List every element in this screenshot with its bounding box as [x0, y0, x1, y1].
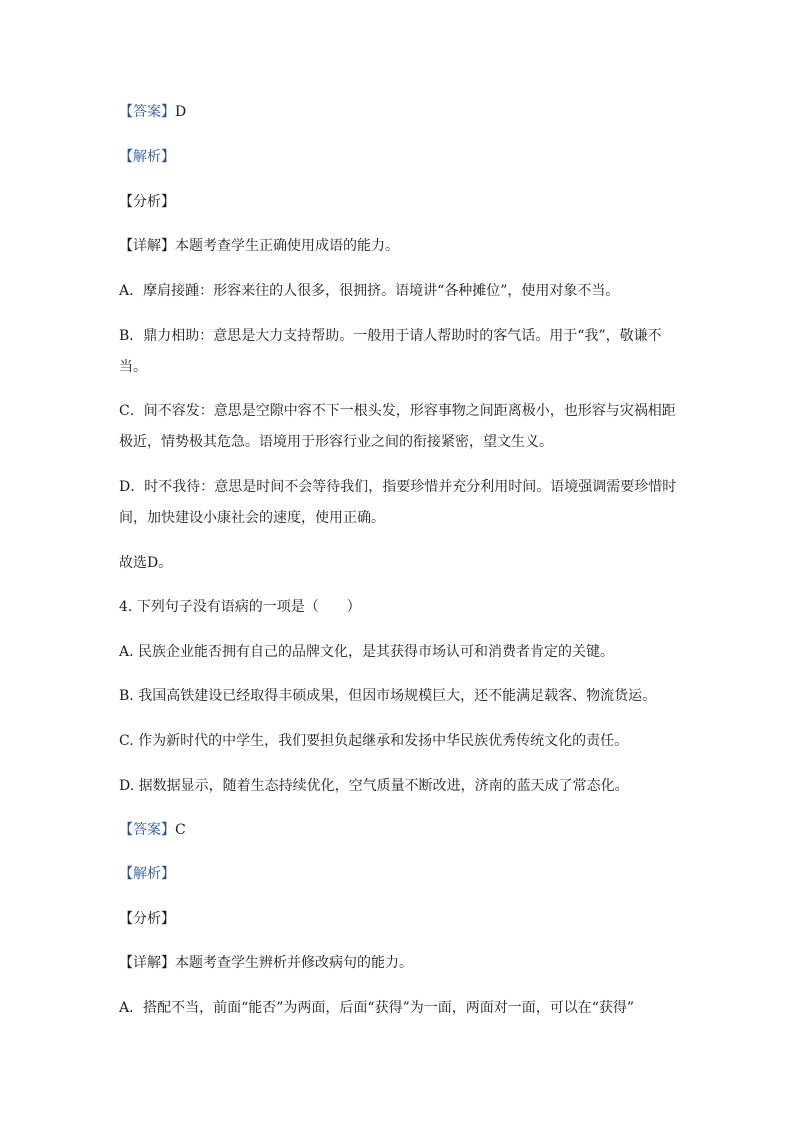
- detail-tag: 【详解】: [119, 238, 175, 254]
- detail-text: 本题考查学生正确使用成语的能力。: [175, 238, 399, 254]
- answer-tag: 【答案】: [119, 822, 175, 838]
- analysis-tag: 【解析】: [119, 149, 175, 165]
- answer-value: C: [175, 822, 186, 838]
- q3-option-d-line2: 间，加快建设小康社会的速度，使用正确。: [119, 510, 385, 526]
- q4-option-c: C. 作为新时代的中学生，我们要担负起继承和发扬中华民族优秀传统文化的责任。: [119, 733, 629, 749]
- answer-tag: 【答案】: [119, 104, 175, 120]
- q4-answer-line: [119, 820, 679, 840]
- analysis-tag: 【解析】: [119, 866, 175, 882]
- q3-option-a: A．摩肩接踵：形容来往的人很多，很拥挤。语境讲“各种摊位”，使用对象不当。: [119, 283, 620, 299]
- q3-option-c-line1: C．间不容发：意思是空隙中容不下一根头发，形容事物之间距离极小，也形容与灾祸相距: [119, 403, 676, 419]
- q3-option-c-line2: 极近，情势极其危急。语境用于形容行业之间的衔接紧密，望文生义。: [119, 434, 553, 450]
- fenxi-tag: 【分析】: [119, 194, 175, 210]
- q4-option-a: A. 民族企业能否拥有自己的品牌文化，是其获得市场认可和消费者肯定的关键。: [119, 644, 615, 660]
- q4-analysis-line: [119, 864, 679, 884]
- q4-detail-line: [119, 953, 679, 973]
- q3-option-b-line1: B．鼎力相助：意思是大力支持帮助。一般用于请人帮助时的客气话。用于“我”，敬谦不: [119, 328, 662, 344]
- q3-option-d-line1: D．时不我待：意思是时间不会等待我们，指要珍惜并充分利用时间。语境强调需要珍惜时: [119, 479, 677, 495]
- q3-detail-line: [119, 236, 679, 256]
- q3-fenxi-line: [119, 192, 679, 212]
- q4-question: 4. 下列句子没有语病的一项是（ ）: [119, 599, 361, 615]
- q3-analysis-line: [119, 147, 679, 167]
- fenxi-tag: 【分析】: [119, 911, 175, 927]
- q4-option-d: D. 据数据显示，随着生态持续优化，空气质量不断改进，济南的蓝天成了常态化。: [119, 778, 629, 794]
- detail-text: 本题考查学生辨析并修改病句的能力。: [175, 955, 413, 971]
- q4-explain-a: A．搭配不当，前面“能否”为两面，后面“获得”为一面，两面对一面，可以在“获得”: [119, 1000, 635, 1016]
- detail-tag: 【详解】: [119, 955, 175, 971]
- q3-option-b-line2: 当。: [119, 359, 147, 375]
- answer-value: D: [175, 104, 187, 120]
- q4-fenxi-line: [119, 909, 679, 929]
- q3-conclusion: 故选D。: [119, 555, 173, 571]
- q4-option-b: B. 我国高铁建设已经取得丰硕成果，但因市场规模巨大，还不能满足载客、物流货运。: [119, 688, 657, 704]
- q3-answer-line: [119, 102, 679, 122]
